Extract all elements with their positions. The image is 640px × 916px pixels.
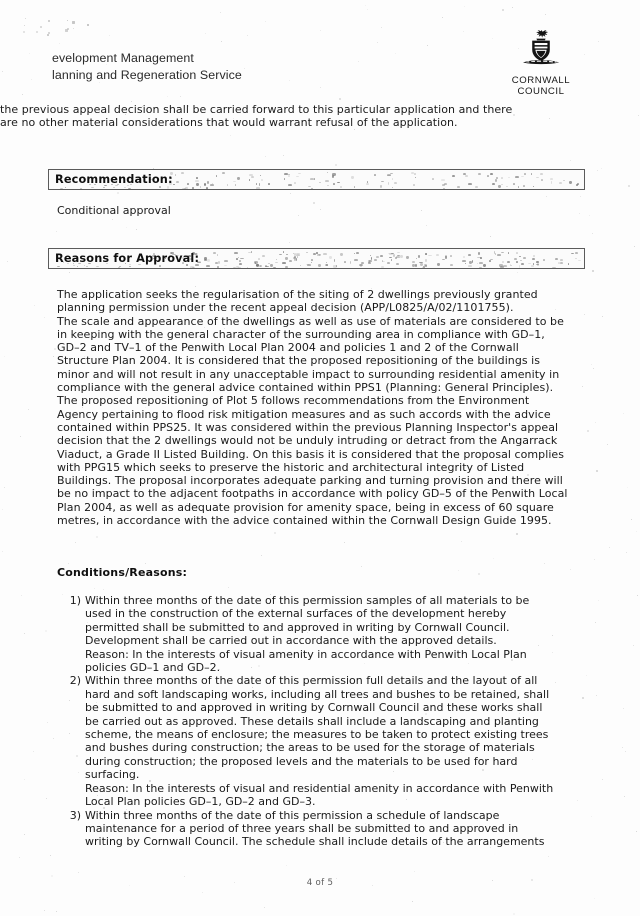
- condition-3-line-2: maintenance for a period of three years shall be submitted to and approved in: [85, 821, 519, 835]
- condition-1-line-1: Within three months of the date of this permission samples of all materials to be: [85, 594, 530, 607]
- reasons-body-line-8: compliance with the general advice contained within PPS1 (Planning: General Principles).: [57, 381, 554, 395]
- letterhead-line-2: lanning and Regeneration Service: [52, 68, 242, 82]
- recommendation-heading-label: Recommendation:: [55, 173, 173, 186]
- condition-2-line-9: Reason: In the interests of visual and residential amenity in accordance with Penwith: [85, 781, 554, 795]
- reasons-body-line-16: be no impact to the adjacent footpaths in accordance with policy GD–5 of the Penwith Local: [57, 487, 568, 501]
- condition-number: 3): [69, 808, 81, 822]
- logo-text-line-2: COUNCIL: [517, 86, 565, 98]
- condition-1-line-5: Reason: In the interests of visual amenity in accordance with Penwith Local Plan: [85, 647, 527, 661]
- condition-number: 2): [69, 674, 81, 688]
- reasons-body-line-9: The proposed repositioning of Plot 5 follows recommendations from the Environment: [57, 394, 530, 408]
- reasons-body-line-13: Viaduct, a Grade II Listed Building. On this basis it is considered that the proposal complies: [57, 447, 565, 461]
- cornwall-council-crest-icon: [520, 28, 562, 74]
- reasons-body-line-1: The application seeks the regularisation of the siting of 2 dwellings previously granted: [57, 288, 538, 301]
- condition-1-line-2: used in the construction of the external surfaces of the development hereby: [85, 607, 507, 621]
- reasons-body-line-4: in keeping with the general character of the surrounding area in compliance with GD–1,: [57, 327, 545, 341]
- reasons-body-line-11: contained within PPS25. It was considered within the previous Planning Inspector's appeal: [57, 420, 559, 434]
- condition-number: 1): [69, 594, 81, 607]
- condition-item: [57, 674, 597, 808]
- reasons-body-line-6: Structure Plan 2004. It is considered that the proposed repositioning of the buildings is: [57, 354, 541, 368]
- letterhead: [0, 50, 640, 98]
- conditions-list: [57, 594, 597, 849]
- condition-1-line-4: Development shall be carried out in accordance with the approved details.: [85, 634, 497, 648]
- reasons-body-line-17: Plan 2004, as well as adequate provision for amenity space, being in excess of 60 square: [57, 500, 554, 514]
- letterhead-department: [0, 50, 292, 84]
- reasons-body-line-15: Buildings. The proposal incorporates adequate parking and turning provision and there will: [57, 474, 563, 488]
- reasons-body-line-10: Agency pertaining to flood risk mitigation measures and as such accords with the advice: [57, 407, 551, 421]
- condition-1-line-6: policies GD–1 and GD–2.: [85, 661, 221, 675]
- condition-2-line-10: Local Plan policies GD–1, GD–2 and GD–3.: [85, 795, 316, 809]
- conditions-heading: Conditions/Reasons:: [57, 566, 188, 579]
- condition-item: [57, 594, 597, 674]
- reasons-body-line-18: metres, in accordance with the advice contained within the Cornwall Design Guide 1995.: [57, 514, 552, 528]
- condition-2-line-2: hard and soft landscaping works, including all trees and bushes to be retained, shall: [85, 687, 550, 701]
- condition-2-line-5: scheme, the means of enclosure; the measures to be taken to protect existing trees: [85, 728, 549, 742]
- reasons-body-line-7: minor and will not result in any unacceptable impact to surrounding residential amenity in: [57, 367, 560, 381]
- recommendation-value: Conditional approval: [57, 204, 171, 217]
- reasons-for-approval-body: [57, 288, 593, 527]
- intro-paragraph: [0, 103, 536, 130]
- condition-2-line-7: during construction; the proposed levels and the materials to be used for hard: [85, 754, 518, 768]
- condition-3-line-1: Within three months of the date of this permission a schedule of landscape: [85, 808, 500, 822]
- page-footer: [0, 878, 640, 888]
- condition-1-line-3: permitted shall be submitted to and approved in writing by Cornwall Council.: [85, 620, 510, 634]
- cornwall-council-logo: [494, 28, 588, 97]
- condition-3-line-3: writing by Cornwall Council. The schedule shall include details of the arrangements: [85, 835, 545, 849]
- logo-text-line-1: CORNWALL: [511, 75, 571, 86]
- reasons-for-approval-heading-bar: [48, 248, 585, 269]
- intro-paragraph-line-1: the previous appeal decision shall be carried forward to this particular application and there: [0, 103, 513, 116]
- condition-item: [57, 809, 597, 849]
- page-number-label: 4 of 5: [306, 878, 334, 888]
- condition-2-line-4: be carried out as approved. These details shall include a landscaping and planting: [85, 714, 539, 728]
- reasons-for-approval-heading-label: Reasons for Approval:: [55, 252, 200, 265]
- reasons-body-line-12: decision that the 2 dwellings would not be unduly intruding or detract from the Angarrack: [57, 434, 558, 448]
- reasons-body-line-14: with PPG15 which seeks to preserve the historic and architectural integrity of Listed: [57, 460, 525, 474]
- intro-paragraph-line-2: are no other material considerations that would warrant refusal of the application.: [0, 116, 458, 130]
- condition-2-line-6: and bushes during construction; the areas to be used for the storage of materials: [85, 741, 535, 755]
- reasons-body-line-3: The scale and appearance of the dwellings as well as use of materials are considered to be: [57, 314, 564, 328]
- reasons-body-line-2: planning permission under the recent appeal decision (APP/L0825/A/02/1101755).: [57, 301, 514, 315]
- letterhead-line-1: evelopment Management: [52, 51, 194, 65]
- condition-2-line-1: Within three months of the date of this permission full details and the layout of all: [85, 674, 538, 688]
- reasons-body-line-5: GD–2 and TV–1 of the Penwith Local Plan 2004 and policies 1 and 2 of the Cornwall: [57, 341, 519, 355]
- recommendation-heading-bar: [48, 169, 585, 190]
- condition-2-line-3: be submitted to and approved in writing by Cornwall Council and these works shall: [85, 701, 543, 715]
- condition-2-line-8: surfacing.: [85, 768, 140, 782]
